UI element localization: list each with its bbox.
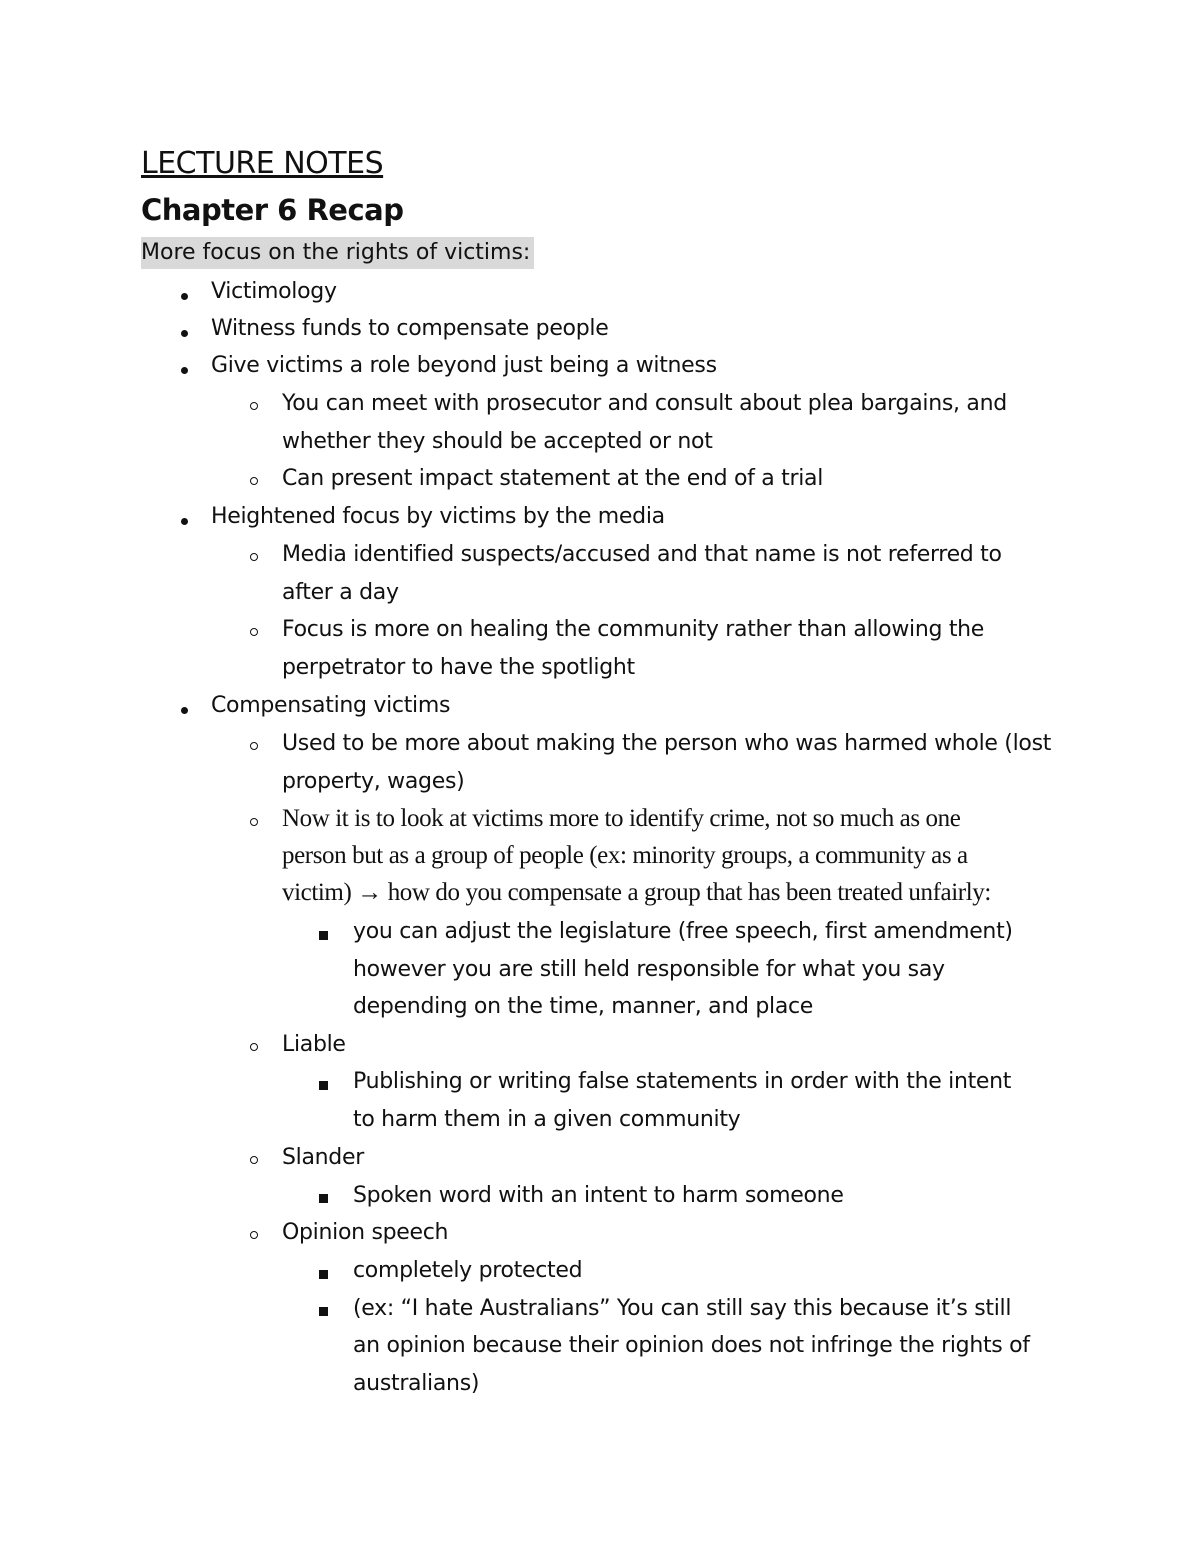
square-bullet-icon <box>319 931 328 940</box>
list-item-continued: an opinion because their opinion does not infringe the rights of <box>353 1333 1030 1358</box>
list-item: Opinion speech <box>282 1220 449 1245</box>
list-item: Can present impact statement at the end of a trial <box>282 466 824 491</box>
list-item: Publishing or writing false statements in order with the intent <box>353 1069 1012 1094</box>
list-item: Slander <box>282 1145 364 1170</box>
hollow-bullet-icon <box>250 477 258 485</box>
hollow-bullet-icon <box>250 1156 258 1164</box>
bullet-icon <box>181 330 188 337</box>
bullet-icon <box>181 518 188 525</box>
document-subtitle: Chapter 6 Recap <box>141 193 404 227</box>
list-item: completely protected <box>353 1258 583 1283</box>
bullet-icon <box>181 293 188 300</box>
list-item-continued: to harm them in a given community <box>353 1107 741 1132</box>
list-item: Media identified suspects/accused and that name is not referred to <box>282 542 1002 567</box>
list-item: Spoken word with an intent to harm someone <box>353 1183 844 1208</box>
list-item-continued: however you are still held responsible for what you say <box>353 957 945 982</box>
list-item: Used to be more about making the person who was harmed whole (lost <box>282 731 1052 756</box>
list-item-continued: after a day <box>282 580 399 605</box>
square-bullet-icon <box>319 1270 328 1279</box>
list-item-continued: property, wages) <box>282 769 465 794</box>
list-item: you can adjust the legislature (free speech, first amendment) <box>353 919 1013 944</box>
hollow-bullet-icon <box>250 1043 258 1051</box>
bullet-icon <box>181 707 188 714</box>
square-bullet-icon <box>319 1081 328 1090</box>
list-item: Victimology <box>211 279 337 304</box>
list-item: (ex: “I hate Australians” You can still say this because it’s still <box>353 1296 1012 1321</box>
square-bullet-icon <box>319 1307 328 1316</box>
list-item: Now it is to look at victims more to identify crime, not so much as one <box>282 805 961 832</box>
list-item-continued: person but as a group of people (ex: minority groups, a community as a <box>282 842 968 869</box>
hollow-bullet-icon <box>250 553 258 561</box>
hollow-bullet-icon <box>250 628 258 636</box>
list-item: Heightened focus by victims by the media <box>211 504 665 529</box>
list-item: Give victims a role beyond just being a witness <box>211 353 717 378</box>
list-item-continued: perpetrator to have the spotlight <box>282 655 635 680</box>
list-item: Witness funds to compensate people <box>211 316 609 341</box>
hollow-bullet-icon <box>250 742 258 750</box>
square-bullet-icon <box>319 1194 328 1203</box>
list-item-continued: victim) → how do you compensate a group that has been treated unfairly: <box>282 879 991 906</box>
list-item: Compensating victims <box>211 693 451 718</box>
hollow-bullet-icon <box>250 1231 258 1239</box>
hollow-bullet-icon <box>250 402 258 410</box>
list-item: Liable <box>282 1032 346 1057</box>
bullet-icon <box>181 367 188 374</box>
list-item-continued: australians) <box>353 1371 480 1396</box>
list-item-continued: depending on the time, manner, and place <box>353 994 814 1019</box>
document-title: LECTURE NOTES <box>141 146 384 181</box>
hollow-bullet-icon <box>250 818 258 826</box>
list-item-continued: whether they should be accepted or not <box>282 429 713 454</box>
list-item: Focus is more on healing the community rather than allowing the <box>282 617 985 642</box>
list-item: You can meet with prosecutor and consult about plea bargains, and <box>282 391 1007 416</box>
highlighted-intro: More focus on the rights of victims: <box>141 237 534 269</box>
